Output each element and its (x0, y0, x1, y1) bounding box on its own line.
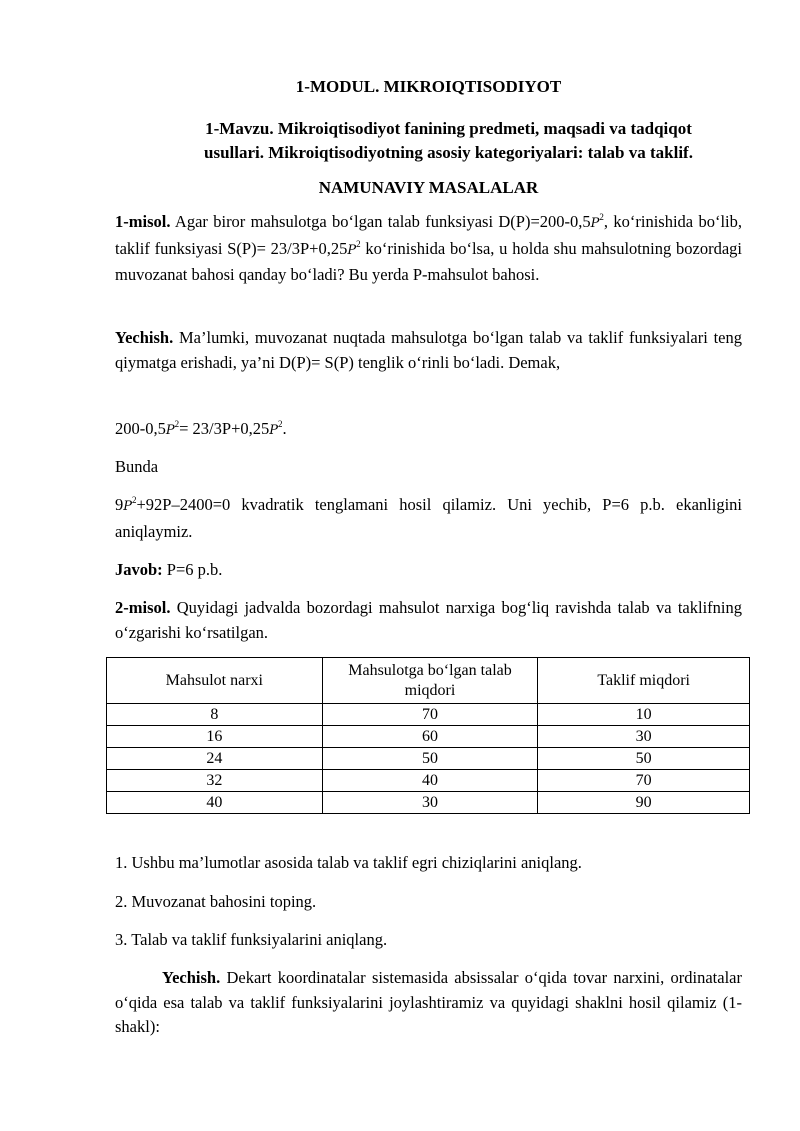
equation-line (115, 417, 742, 444)
misol1-paragraph (115, 210, 742, 288)
misol2-text: Quyidagi jadvalda bozordagi mahsulot narxiga bog‘liq ravishda talab va taklifning o‘zgarishi ko‘rsatilgan. (115, 598, 742, 642)
equation-p1: P (165, 423, 175, 438)
misol1-exp1: 2 (599, 212, 604, 222)
table-row (107, 792, 750, 814)
quadratic-exp: 2 (132, 495, 137, 505)
table-cell: 30 (538, 726, 750, 748)
yechish1-label: Yechish. (115, 328, 174, 347)
table-cell: 30 (322, 792, 538, 814)
table-cell: 60 (322, 726, 538, 748)
quadratic-p: P (123, 499, 132, 514)
header-price: Mahsulot narxi (107, 658, 323, 704)
topic-title-line2: usullari. Mikroiqtisodiyotning asosiy kategoriyalari: talab va taklif. (204, 143, 693, 162)
misol1-text-c: ko‘rinishida bo‘lsa, u holda shu mahsulotning bozordagi muvozanat bahosi qanday bo‘ladi? Bu yerda P-mahsulot bahosi. (115, 238, 742, 284)
equation-p2: P (269, 423, 278, 438)
table-cell: 70 (538, 770, 750, 792)
table-cell: 40 (107, 792, 323, 814)
quadratic-paragraph (115, 493, 742, 544)
topic-title (155, 117, 742, 165)
equation-a: 200-0,5 (115, 419, 166, 438)
table-header-row (107, 658, 750, 704)
yechish1-paragraph (115, 326, 742, 375)
price-demand-supply-table (106, 657, 750, 814)
misol1-label: 1-misol. (115, 212, 171, 231)
equation-b: = 23/3P+0,25 (179, 419, 270, 438)
table-row (107, 704, 750, 726)
javob-line (115, 558, 742, 583)
yechish2-label: Yechish. (162, 968, 221, 987)
table-cell: 32 (107, 770, 323, 792)
table-cell: 8 (107, 704, 323, 726)
header-demand: Mahsulotga bo‘lgan talab miqdori (322, 658, 538, 704)
table-row (107, 726, 750, 748)
table-cell: 40 (322, 770, 538, 792)
table-row (107, 748, 750, 770)
section-title: NAMUNAVIY MASALALAR (318, 178, 539, 197)
table-cell: 16 (107, 726, 323, 748)
yechish2-paragraph (115, 966, 742, 1040)
task-3: 3. Talab va taklif funksiyalarini aniqlang. (115, 930, 388, 949)
topic-title-line1: 1-Mavzu. Mikroiqtisodiyot fanining predmeti, maqsadi va tadqiqot (205, 119, 692, 138)
equation-exp1: 2 (174, 419, 180, 429)
misol2-label: 2-misol. (115, 598, 171, 617)
misol1-text-b: , ko‘rinishida bo‘lib, taklif funksiyasi S(P)= 23/3P+0,25 (115, 212, 742, 258)
table-cell: 90 (538, 792, 750, 814)
table-cell: 50 (322, 748, 538, 770)
table-cell: 50 (538, 748, 750, 770)
equation-c: . (282, 419, 287, 438)
header-supply: Taklif miqdori (538, 658, 750, 704)
misol1-p2: P (347, 242, 357, 258)
quadratic-a: 9 (115, 495, 124, 514)
misol1-exp2: 2 (356, 238, 361, 249)
misol1-p1: P (590, 216, 600, 231)
yechish1-text: Ma’lumki, muvozanat nuqtada mahsulotga bo‘lgan talab va taklif funksiyalari teng qiymatga erishadi, ya’ni D(P)= S(P) tenglik o‘rinli bo‘ladi. Demak, (115, 328, 742, 372)
bunda-text: Bunda (115, 457, 159, 476)
misol1-text-a: Agar biror mahsulotga bo‘lgan talab funksiyasi D(P)=200-0,5 (170, 212, 591, 231)
table-cell: 70 (322, 704, 538, 726)
javob-label: Javob: (115, 560, 163, 579)
module-title: 1-MODUL. MIKROIQTISODIYOT (295, 77, 562, 96)
quadratic-b: +92P–2400=0 kvadratik tenglamani hosil qilamiz. Uni yechib, P=6 p.b. ekanligini aniqlaymiz. (115, 495, 742, 541)
misol2-paragraph (115, 596, 742, 645)
table-cell: 10 (538, 704, 750, 726)
equation-exp2: 2 (278, 419, 283, 429)
task-1: 1. Ushbu ma’lumotlar asosida talab va taklif egri chiziqlarini aniqlang. (115, 853, 582, 872)
table-row (107, 770, 750, 792)
table-cell: 24 (107, 748, 323, 770)
yechish2-text: Dekart koordinatalar sistemasida absissalar o‘qida tovar narxini, ordinatalar o‘qida esa talab va taklif funksiyalarini joylashtiramiz va quyidagi shaklni hosil qilamiz (1-shakl): (115, 968, 742, 1036)
task-2: 2. Muvozanat bahosini toping. (115, 892, 317, 911)
javob-text: P=6 p.b. (162, 560, 223, 579)
